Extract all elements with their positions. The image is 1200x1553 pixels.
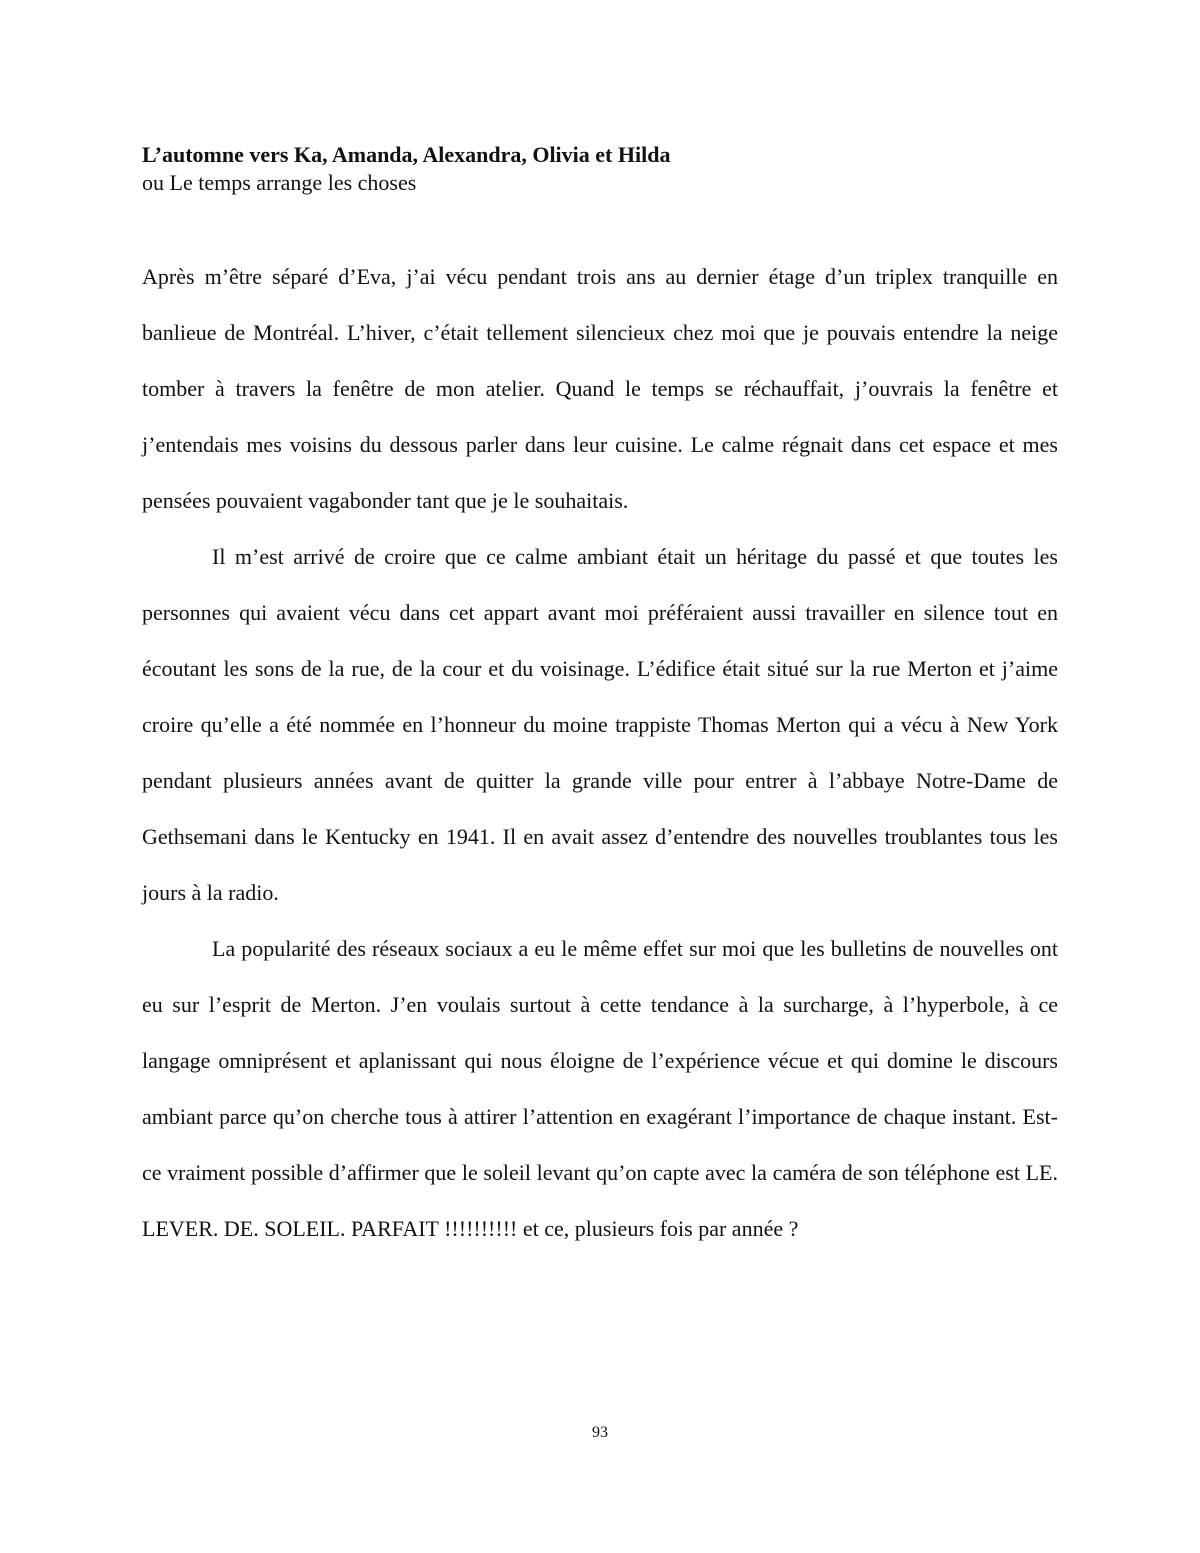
chapter-title: L’automne vers Ka, Amanda, Alexandra, Olivia et Hilda (142, 142, 671, 167)
paragraph-2: Il m’est arrivé de croire que ce calme ambiant était un héritage du passé et que toutes les personnes qui avaient vécu dans cet appart avant moi préféraient aussi travailler en silence tout en écoutant les sons de la rue, de la cour et du voisinage. L’édifice était situé sur la rue Merton et j’aime croire qu’elle a été nommée en l’honneur du moine trappiste Thomas Merton qui a vécu à New York pendant plusieurs années avant de quitter la grande ville pour entrer à l’abbaye Notre-Dame de Gethsemani dans le Kentucky en 1941. Il en avait assez d’entendre des nouvelles troublantes tous les jours à la radio. (142, 544, 1058, 905)
body-text (142, 249, 1058, 1257)
paragraph-1: Après m’être séparé d’Eva, j’ai vécu pendant trois ans au dernier étage d’un triplex tranquille en banlieue de Montréal. L’hiver, c’était tellement silencieux chez moi que je pouvais entendre la neige tomber à travers la fenêtre de mon atelier. Quand le temps se réchauffait, j’ouvrais la fenêtre et j’entendais mes voisins du dessous parler dans leur cuisine. Le calme régnait dans cet espace et mes pensées pouvaient vagabonder tant que je le souhaitais. (142, 264, 1058, 513)
paragraph-3: La popularité des réseaux sociaux a eu le même effet sur moi que les bulletins de nouvelles ont eu sur l’esprit de Merton. J’en voulais surtout à cette tendance à la surcharge, à l’hyperbole, à ce langage omniprésent et aplanissant qui nous éloigne de l’expérience vécue et qui domine le discours ambiant parce qu’on cherche tous à attirer l’attention en exagérant l’importance de chaque instant. Est-ce vraiment possible d’affirmer que le soleil levant qu’on capte avec la caméra de son téléphone est LE. LEVER. DE. SOLEIL. PARFAIT !!!!!!!!!! et ce, plusieurs fois par année ? (142, 936, 1058, 1241)
chapter-subtitle: ou Le temps arrange les choses (142, 170, 417, 195)
page-number: 93 (592, 1424, 608, 1441)
